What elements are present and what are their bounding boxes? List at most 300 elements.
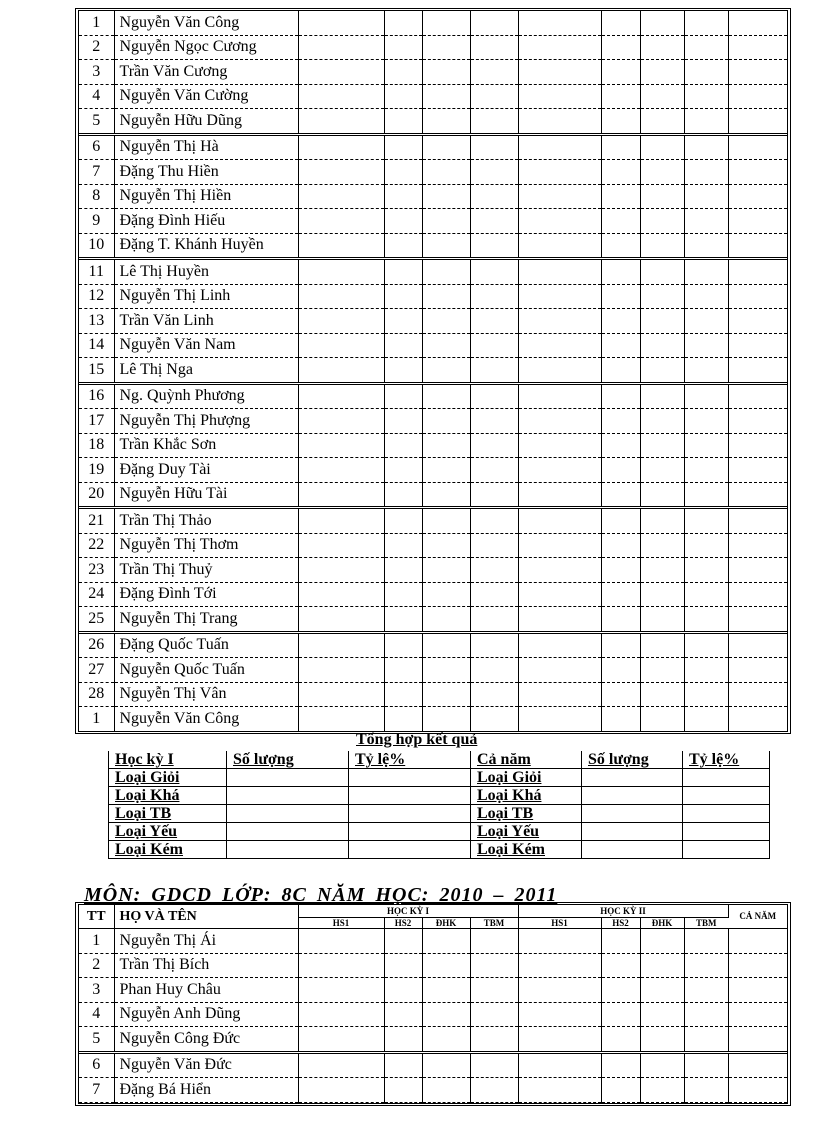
grade-cell[interactable] bbox=[298, 682, 384, 707]
grade-cell[interactable] bbox=[728, 109, 787, 135]
grade-cell[interactable] bbox=[470, 109, 518, 135]
summary-value-cell[interactable] bbox=[349, 841, 471, 859]
grade-cell[interactable] bbox=[728, 1052, 787, 1078]
grade-cell[interactable] bbox=[470, 1002, 518, 1027]
grade-cell[interactable] bbox=[384, 707, 422, 731]
grade-cell[interactable] bbox=[384, 682, 422, 707]
summary-value-cell[interactable] bbox=[227, 841, 349, 859]
grade-cell[interactable] bbox=[422, 1052, 470, 1078]
grade-cell[interactable] bbox=[640, 632, 684, 658]
grade-cell[interactable] bbox=[470, 482, 518, 508]
summary-value-cell[interactable] bbox=[683, 805, 770, 823]
grade-cell[interactable] bbox=[298, 707, 384, 731]
grade-cell[interactable] bbox=[601, 1078, 640, 1103]
grade-cell[interactable] bbox=[728, 632, 787, 658]
grade-cell[interactable] bbox=[298, 1078, 384, 1103]
grade-cell[interactable] bbox=[601, 383, 640, 409]
grade-cell[interactable] bbox=[384, 358, 422, 384]
grade-cell[interactable] bbox=[640, 607, 684, 633]
grade-cell[interactable] bbox=[384, 607, 422, 633]
grade-cell[interactable] bbox=[601, 60, 640, 85]
grade-cell[interactable] bbox=[384, 658, 422, 683]
summary-value-cell[interactable] bbox=[582, 805, 683, 823]
grade-cell[interactable] bbox=[518, 358, 601, 384]
grade-cell[interactable] bbox=[470, 707, 518, 731]
grade-cell[interactable] bbox=[601, 309, 640, 334]
grade-cell[interactable] bbox=[684, 582, 728, 607]
grade-cell[interactable] bbox=[601, 35, 640, 60]
grade-cell[interactable] bbox=[684, 383, 728, 409]
grade-cell[interactable] bbox=[601, 533, 640, 558]
grade-cell[interactable] bbox=[422, 233, 470, 259]
grade-cell[interactable] bbox=[470, 358, 518, 384]
grade-cell[interactable] bbox=[601, 1002, 640, 1027]
grade-cell[interactable] bbox=[298, 1027, 384, 1053]
summary-value-cell[interactable] bbox=[349, 769, 471, 787]
grade-cell[interactable] bbox=[601, 160, 640, 185]
grade-cell[interactable] bbox=[728, 383, 787, 409]
grade-cell[interactable] bbox=[298, 160, 384, 185]
grade-cell[interactable] bbox=[684, 160, 728, 185]
grade-cell[interactable] bbox=[728, 508, 787, 534]
grade-cell[interactable] bbox=[728, 35, 787, 60]
grade-cell[interactable] bbox=[684, 184, 728, 209]
grade-cell[interactable] bbox=[728, 284, 787, 309]
grade-cell[interactable] bbox=[422, 134, 470, 160]
grade-cell[interactable] bbox=[728, 1027, 787, 1053]
grade-cell[interactable] bbox=[518, 383, 601, 409]
grade-cell[interactable] bbox=[384, 508, 422, 534]
grade-cell[interactable] bbox=[422, 358, 470, 384]
grade-cell[interactable] bbox=[422, 333, 470, 358]
grade-cell[interactable] bbox=[298, 433, 384, 458]
grade-cell[interactable] bbox=[470, 1027, 518, 1053]
grade-cell[interactable] bbox=[422, 284, 470, 309]
grade-cell[interactable] bbox=[422, 1002, 470, 1027]
grade-cell[interactable] bbox=[684, 558, 728, 583]
grade-cell[interactable] bbox=[684, 60, 728, 85]
grade-cell[interactable] bbox=[684, 707, 728, 731]
grade-cell[interactable] bbox=[518, 233, 601, 259]
grade-cell[interactable] bbox=[298, 978, 384, 1003]
grade-cell[interactable] bbox=[728, 978, 787, 1003]
summary-value-cell[interactable] bbox=[582, 787, 683, 805]
grade-cell[interactable] bbox=[518, 929, 601, 954]
grade-cell[interactable] bbox=[684, 109, 728, 135]
grade-cell[interactable] bbox=[384, 309, 422, 334]
grade-cell[interactable] bbox=[684, 284, 728, 309]
grade-cell[interactable] bbox=[601, 433, 640, 458]
grade-cell[interactable] bbox=[728, 582, 787, 607]
grade-cell[interactable] bbox=[470, 209, 518, 234]
grade-cell[interactable] bbox=[298, 184, 384, 209]
grade-cell[interactable] bbox=[422, 309, 470, 334]
grade-cell[interactable] bbox=[684, 508, 728, 534]
grade-cell[interactable] bbox=[298, 1002, 384, 1027]
grade-cell[interactable] bbox=[728, 134, 787, 160]
grade-cell[interactable] bbox=[384, 233, 422, 259]
grade-cell[interactable] bbox=[422, 682, 470, 707]
grade-cell[interactable] bbox=[518, 35, 601, 60]
grade-cell[interactable] bbox=[640, 929, 684, 954]
grade-cell[interactable] bbox=[422, 1027, 470, 1053]
grade-cell[interactable] bbox=[298, 482, 384, 508]
grade-cell[interactable] bbox=[601, 233, 640, 259]
grade-cell[interactable] bbox=[518, 632, 601, 658]
grade-cell[interactable] bbox=[728, 333, 787, 358]
grade-cell[interactable] bbox=[728, 233, 787, 259]
grade-cell[interactable] bbox=[422, 383, 470, 409]
grade-cell[interactable] bbox=[518, 259, 601, 285]
grade-cell[interactable] bbox=[518, 658, 601, 683]
grade-cell[interactable] bbox=[422, 409, 470, 434]
grade-cell[interactable] bbox=[640, 160, 684, 185]
grade-cell[interactable] bbox=[601, 682, 640, 707]
grade-cell[interactable] bbox=[422, 582, 470, 607]
grade-cell[interactable] bbox=[640, 1002, 684, 1027]
grade-cell[interactable] bbox=[684, 607, 728, 633]
grade-cell[interactable] bbox=[422, 978, 470, 1003]
grade-cell[interactable] bbox=[422, 1078, 470, 1103]
grade-cell[interactable] bbox=[470, 1078, 518, 1103]
grade-cell[interactable] bbox=[640, 84, 684, 109]
grade-cell[interactable] bbox=[601, 658, 640, 683]
grade-cell[interactable] bbox=[384, 184, 422, 209]
grade-cell[interactable] bbox=[298, 607, 384, 633]
grade-cell[interactable] bbox=[640, 333, 684, 358]
grade-cell[interactable] bbox=[640, 458, 684, 483]
grade-cell[interactable] bbox=[601, 978, 640, 1003]
grade-cell[interactable] bbox=[728, 682, 787, 707]
grade-cell[interactable] bbox=[384, 978, 422, 1003]
grade-cell[interactable] bbox=[422, 558, 470, 583]
grade-cell[interactable] bbox=[298, 60, 384, 85]
grade-cell[interactable] bbox=[728, 929, 787, 954]
grade-cell[interactable] bbox=[298, 209, 384, 234]
grade-cell[interactable] bbox=[601, 284, 640, 309]
grade-cell[interactable] bbox=[470, 233, 518, 259]
grade-cell[interactable] bbox=[422, 84, 470, 109]
grade-cell[interactable] bbox=[422, 259, 470, 285]
grade-cell[interactable] bbox=[518, 11, 601, 35]
summary-value-cell[interactable] bbox=[227, 787, 349, 805]
grade-cell[interactable] bbox=[684, 84, 728, 109]
grade-cell[interactable] bbox=[640, 953, 684, 978]
grade-cell[interactable] bbox=[470, 383, 518, 409]
grade-cell[interactable] bbox=[470, 607, 518, 633]
summary-value-cell[interactable] bbox=[349, 823, 471, 841]
grade-cell[interactable] bbox=[640, 707, 684, 731]
grade-cell[interactable] bbox=[640, 1052, 684, 1078]
grade-cell[interactable] bbox=[518, 707, 601, 731]
grade-cell[interactable] bbox=[518, 209, 601, 234]
grade-cell[interactable] bbox=[298, 134, 384, 160]
grade-cell[interactable] bbox=[384, 1078, 422, 1103]
grade-cell[interactable] bbox=[384, 284, 422, 309]
grade-cell[interactable] bbox=[684, 433, 728, 458]
grade-cell[interactable] bbox=[470, 160, 518, 185]
grade-cell[interactable] bbox=[518, 558, 601, 583]
grade-cell[interactable] bbox=[601, 134, 640, 160]
grade-cell[interactable] bbox=[384, 383, 422, 409]
grade-cell[interactable] bbox=[422, 953, 470, 978]
grade-cell[interactable] bbox=[518, 84, 601, 109]
grade-cell[interactable] bbox=[640, 482, 684, 508]
summary-value-cell[interactable] bbox=[582, 841, 683, 859]
grade-cell[interactable] bbox=[470, 259, 518, 285]
grade-cell[interactable] bbox=[518, 60, 601, 85]
summary-value-cell[interactable] bbox=[582, 769, 683, 787]
grade-cell[interactable] bbox=[384, 109, 422, 135]
grade-cell[interactable] bbox=[640, 978, 684, 1003]
grade-cell[interactable] bbox=[640, 409, 684, 434]
grade-cell[interactable] bbox=[298, 84, 384, 109]
grade-cell[interactable] bbox=[728, 953, 787, 978]
grade-cell[interactable] bbox=[728, 658, 787, 683]
grade-cell[interactable] bbox=[601, 409, 640, 434]
grade-cell[interactable] bbox=[684, 482, 728, 508]
grade-cell[interactable] bbox=[384, 409, 422, 434]
grade-cell[interactable] bbox=[518, 333, 601, 358]
summary-value-cell[interactable] bbox=[582, 823, 683, 841]
grade-cell[interactable] bbox=[298, 309, 384, 334]
grade-cell[interactable] bbox=[518, 607, 601, 633]
grade-cell[interactable] bbox=[422, 658, 470, 683]
grade-cell[interactable] bbox=[518, 582, 601, 607]
grade-cell[interactable] bbox=[728, 259, 787, 285]
grade-cell[interactable] bbox=[684, 11, 728, 35]
grade-cell[interactable] bbox=[470, 433, 518, 458]
summary-value-cell[interactable] bbox=[227, 805, 349, 823]
grade-cell[interactable] bbox=[684, 632, 728, 658]
grade-cell[interactable] bbox=[640, 508, 684, 534]
grade-cell[interactable] bbox=[422, 632, 470, 658]
grade-cell[interactable] bbox=[298, 658, 384, 683]
grade-cell[interactable] bbox=[298, 409, 384, 434]
grade-cell[interactable] bbox=[640, 11, 684, 35]
grade-cell[interactable] bbox=[601, 109, 640, 135]
grade-cell[interactable] bbox=[298, 109, 384, 135]
grade-cell[interactable] bbox=[601, 929, 640, 954]
grade-cell[interactable] bbox=[470, 333, 518, 358]
grade-cell[interactable] bbox=[640, 558, 684, 583]
grade-cell[interactable] bbox=[728, 209, 787, 234]
grade-cell[interactable] bbox=[518, 682, 601, 707]
grade-cell[interactable] bbox=[728, 409, 787, 434]
grade-cell[interactable] bbox=[728, 458, 787, 483]
grade-cell[interactable] bbox=[518, 978, 601, 1003]
grade-cell[interactable] bbox=[601, 607, 640, 633]
grade-cell[interactable] bbox=[640, 233, 684, 259]
grade-cell[interactable] bbox=[422, 184, 470, 209]
grade-cell[interactable] bbox=[684, 533, 728, 558]
grade-cell[interactable] bbox=[470, 409, 518, 434]
grade-cell[interactable] bbox=[640, 309, 684, 334]
grade-cell[interactable] bbox=[518, 508, 601, 534]
grade-cell[interactable] bbox=[518, 1078, 601, 1103]
grade-cell[interactable] bbox=[384, 1002, 422, 1027]
grade-cell[interactable] bbox=[422, 607, 470, 633]
grade-cell[interactable] bbox=[470, 184, 518, 209]
grade-cell[interactable] bbox=[384, 35, 422, 60]
grade-cell[interactable] bbox=[728, 309, 787, 334]
grade-cell[interactable] bbox=[640, 109, 684, 135]
grade-cell[interactable] bbox=[728, 558, 787, 583]
grade-cell[interactable] bbox=[684, 1052, 728, 1078]
grade-cell[interactable] bbox=[298, 458, 384, 483]
grade-cell[interactable] bbox=[470, 508, 518, 534]
grade-cell[interactable] bbox=[422, 707, 470, 731]
grade-cell[interactable] bbox=[384, 84, 422, 109]
grade-cell[interactable] bbox=[470, 558, 518, 583]
grade-cell[interactable] bbox=[384, 259, 422, 285]
grade-cell[interactable] bbox=[601, 508, 640, 534]
grade-cell[interactable] bbox=[470, 533, 518, 558]
grade-cell[interactable] bbox=[470, 632, 518, 658]
grade-cell[interactable] bbox=[640, 358, 684, 384]
grade-cell[interactable] bbox=[384, 134, 422, 160]
grade-cell[interactable] bbox=[422, 929, 470, 954]
grade-cell[interactable] bbox=[518, 458, 601, 483]
grade-cell[interactable] bbox=[684, 978, 728, 1003]
grade-cell[interactable] bbox=[684, 458, 728, 483]
grade-cell[interactable] bbox=[422, 433, 470, 458]
grade-cell[interactable] bbox=[298, 259, 384, 285]
grade-cell[interactable] bbox=[601, 953, 640, 978]
summary-value-cell[interactable] bbox=[683, 823, 770, 841]
grade-cell[interactable] bbox=[470, 35, 518, 60]
grade-cell[interactable] bbox=[470, 682, 518, 707]
grade-cell[interactable] bbox=[518, 284, 601, 309]
grade-cell[interactable] bbox=[640, 383, 684, 409]
grade-cell[interactable] bbox=[518, 1002, 601, 1027]
grade-cell[interactable] bbox=[298, 383, 384, 409]
grade-cell[interactable] bbox=[470, 978, 518, 1003]
grade-cell[interactable] bbox=[422, 60, 470, 85]
grade-cell[interactable] bbox=[684, 1002, 728, 1027]
grade-cell[interactable] bbox=[298, 632, 384, 658]
grade-cell[interactable] bbox=[684, 134, 728, 160]
summary-value-cell[interactable] bbox=[227, 823, 349, 841]
grade-cell[interactable] bbox=[640, 582, 684, 607]
grade-cell[interactable] bbox=[728, 358, 787, 384]
grade-cell[interactable] bbox=[298, 929, 384, 954]
grade-cell[interactable] bbox=[601, 1052, 640, 1078]
grade-cell[interactable] bbox=[298, 1052, 384, 1078]
grade-cell[interactable] bbox=[384, 929, 422, 954]
grade-cell[interactable] bbox=[422, 109, 470, 135]
grade-cell[interactable] bbox=[601, 11, 640, 35]
grade-cell[interactable] bbox=[384, 1027, 422, 1053]
grade-cell[interactable] bbox=[601, 482, 640, 508]
grade-cell[interactable] bbox=[728, 707, 787, 731]
grade-cell[interactable] bbox=[384, 1052, 422, 1078]
grade-cell[interactable] bbox=[684, 209, 728, 234]
summary-value-cell[interactable] bbox=[683, 841, 770, 859]
grade-cell[interactable] bbox=[298, 284, 384, 309]
grade-cell[interactable] bbox=[384, 533, 422, 558]
grade-cell[interactable] bbox=[298, 11, 384, 35]
grade-cell[interactable] bbox=[601, 632, 640, 658]
grade-cell[interactable] bbox=[422, 209, 470, 234]
grade-cell[interactable] bbox=[518, 109, 601, 135]
grade-cell[interactable] bbox=[298, 953, 384, 978]
grade-cell[interactable] bbox=[728, 60, 787, 85]
grade-cell[interactable] bbox=[601, 558, 640, 583]
grade-cell[interactable] bbox=[601, 707, 640, 731]
grade-cell[interactable] bbox=[422, 35, 470, 60]
grade-cell[interactable] bbox=[384, 482, 422, 508]
grade-cell[interactable] bbox=[640, 209, 684, 234]
grade-cell[interactable] bbox=[298, 233, 384, 259]
grade-cell[interactable] bbox=[640, 1027, 684, 1053]
grade-cell[interactable] bbox=[518, 409, 601, 434]
grade-cell[interactable] bbox=[470, 11, 518, 35]
grade-cell[interactable] bbox=[728, 84, 787, 109]
grade-cell[interactable] bbox=[518, 309, 601, 334]
grade-cell[interactable] bbox=[640, 60, 684, 85]
grade-cell[interactable] bbox=[422, 533, 470, 558]
grade-cell[interactable] bbox=[384, 160, 422, 185]
grade-cell[interactable] bbox=[470, 658, 518, 683]
grade-cell[interactable] bbox=[728, 1002, 787, 1027]
grade-cell[interactable] bbox=[684, 333, 728, 358]
grade-cell[interactable] bbox=[684, 1078, 728, 1103]
grade-cell[interactable] bbox=[640, 533, 684, 558]
grade-cell[interactable] bbox=[728, 11, 787, 35]
grade-cell[interactable] bbox=[384, 209, 422, 234]
grade-cell[interactable] bbox=[298, 508, 384, 534]
grade-cell[interactable] bbox=[601, 184, 640, 209]
grade-cell[interactable] bbox=[422, 11, 470, 35]
grade-cell[interactable] bbox=[422, 508, 470, 534]
grade-cell[interactable] bbox=[728, 160, 787, 185]
grade-cell[interactable] bbox=[518, 533, 601, 558]
grade-cell[interactable] bbox=[728, 1078, 787, 1103]
grade-cell[interactable] bbox=[601, 1027, 640, 1053]
grade-cell[interactable] bbox=[470, 1052, 518, 1078]
grade-cell[interactable] bbox=[601, 333, 640, 358]
grade-cell[interactable] bbox=[728, 433, 787, 458]
grade-cell[interactable] bbox=[470, 458, 518, 483]
summary-value-cell[interactable] bbox=[349, 805, 471, 823]
grade-cell[interactable] bbox=[384, 582, 422, 607]
grade-cell[interactable] bbox=[684, 682, 728, 707]
grade-cell[interactable] bbox=[728, 607, 787, 633]
grade-cell[interactable] bbox=[384, 333, 422, 358]
grade-cell[interactable] bbox=[728, 184, 787, 209]
grade-cell[interactable] bbox=[470, 60, 518, 85]
grade-cell[interactable] bbox=[640, 35, 684, 60]
summary-value-cell[interactable] bbox=[227, 769, 349, 787]
grade-cell[interactable] bbox=[684, 658, 728, 683]
grade-cell[interactable] bbox=[684, 953, 728, 978]
grade-cell[interactable] bbox=[298, 558, 384, 583]
grade-cell[interactable] bbox=[640, 284, 684, 309]
grade-cell[interactable] bbox=[684, 309, 728, 334]
grade-cell[interactable] bbox=[601, 259, 640, 285]
grade-cell[interactable] bbox=[640, 134, 684, 160]
grade-cell[interactable] bbox=[384, 632, 422, 658]
grade-cell[interactable] bbox=[470, 84, 518, 109]
summary-value-cell[interactable] bbox=[349, 787, 471, 805]
grade-cell[interactable] bbox=[470, 134, 518, 160]
grade-cell[interactable] bbox=[684, 259, 728, 285]
grade-cell[interactable] bbox=[422, 160, 470, 185]
grade-cell[interactable] bbox=[298, 35, 384, 60]
grade-cell[interactable] bbox=[422, 458, 470, 483]
grade-cell[interactable] bbox=[684, 358, 728, 384]
